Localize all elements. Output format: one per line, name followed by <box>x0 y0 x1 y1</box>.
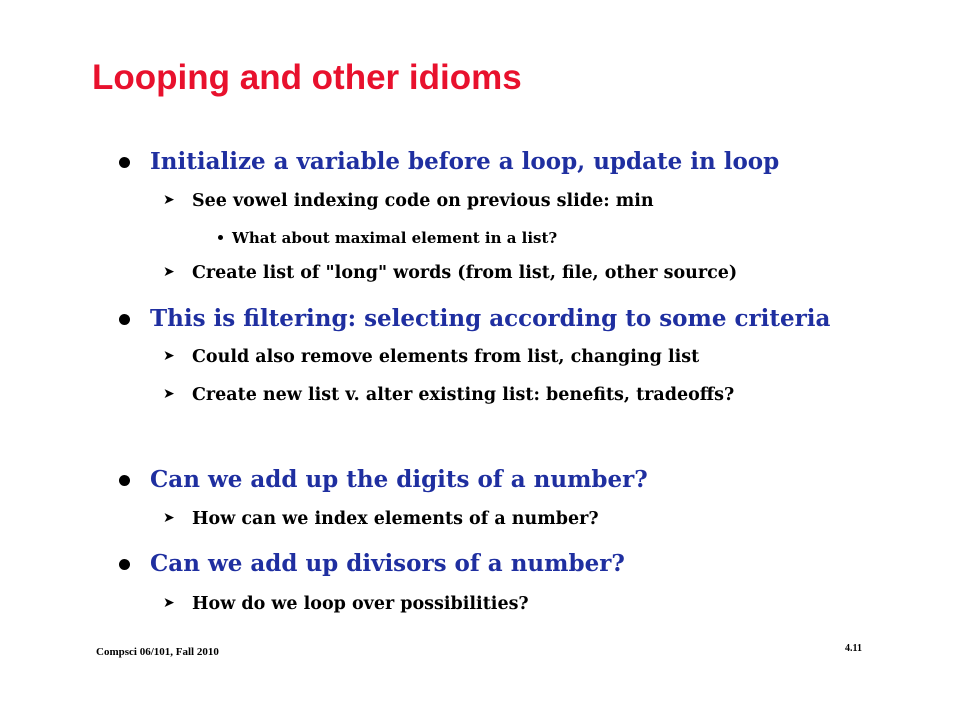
bullet-text: This is filtering: selecting according to some criteria <box>150 305 831 332</box>
bullet-item-level1 <box>150 148 779 175</box>
bullet-text: Could also remove elements from list, changing list <box>192 347 700 367</box>
round-bullet-icon <box>119 314 130 325</box>
arrowhead-bullet-icon: ➤ <box>163 510 175 526</box>
bullet-text: See vowel indexing code on previous slide: min <box>192 191 654 211</box>
arrowhead-bullet-icon: ➤ <box>163 264 175 280</box>
slide-title: Looping and other idioms <box>92 58 522 97</box>
bullet-text: How do we loop over possibilities? <box>192 594 529 614</box>
arrowhead-bullet-icon: ➤ <box>163 595 175 611</box>
round-bullet-icon <box>119 157 130 168</box>
bullet-item-level1 <box>150 305 830 332</box>
bullet-item-level3 <box>232 229 557 247</box>
bullet-item-level2 <box>163 191 654 211</box>
round-bullet-icon <box>119 559 130 570</box>
arrowhead-bullet-icon: ➤ <box>163 348 175 364</box>
bullet-text: Create new list v. alter existing list: benefits, tradeoffs? <box>192 385 735 405</box>
bullet-item-level1 <box>150 466 648 493</box>
bullet-item-level2 <box>163 263 738 283</box>
arrowhead-bullet-icon: ➤ <box>163 386 175 402</box>
bullet-text: Create list of "long" words (from list, file, other source) <box>192 263 738 283</box>
round-bullet-icon <box>119 475 130 486</box>
footer-page-number: 4.11 <box>845 643 862 654</box>
bullet-item-level2 <box>163 385 735 405</box>
small-dot-bullet-icon <box>218 235 223 240</box>
bullet-item-level2 <box>163 347 700 367</box>
arrowhead-bullet-icon: ➤ <box>163 192 175 208</box>
bullet-text: Initialize a variable before a loop, update in loop <box>150 148 780 175</box>
bullet-item-level2 <box>163 594 529 614</box>
bullet-item-level2 <box>163 509 599 529</box>
bullet-item-level1 <box>150 550 625 577</box>
bullet-text: Can we add up the digits of a number? <box>150 466 648 493</box>
bullet-text: How can we index elements of a number? <box>192 509 599 529</box>
bullet-text: Can we add up divisors of a number? <box>150 550 625 577</box>
footer-course: Compsci 06/101, Fall 2010 <box>96 646 219 658</box>
bullet-text: What about maximal element in a list? <box>232 229 558 247</box>
